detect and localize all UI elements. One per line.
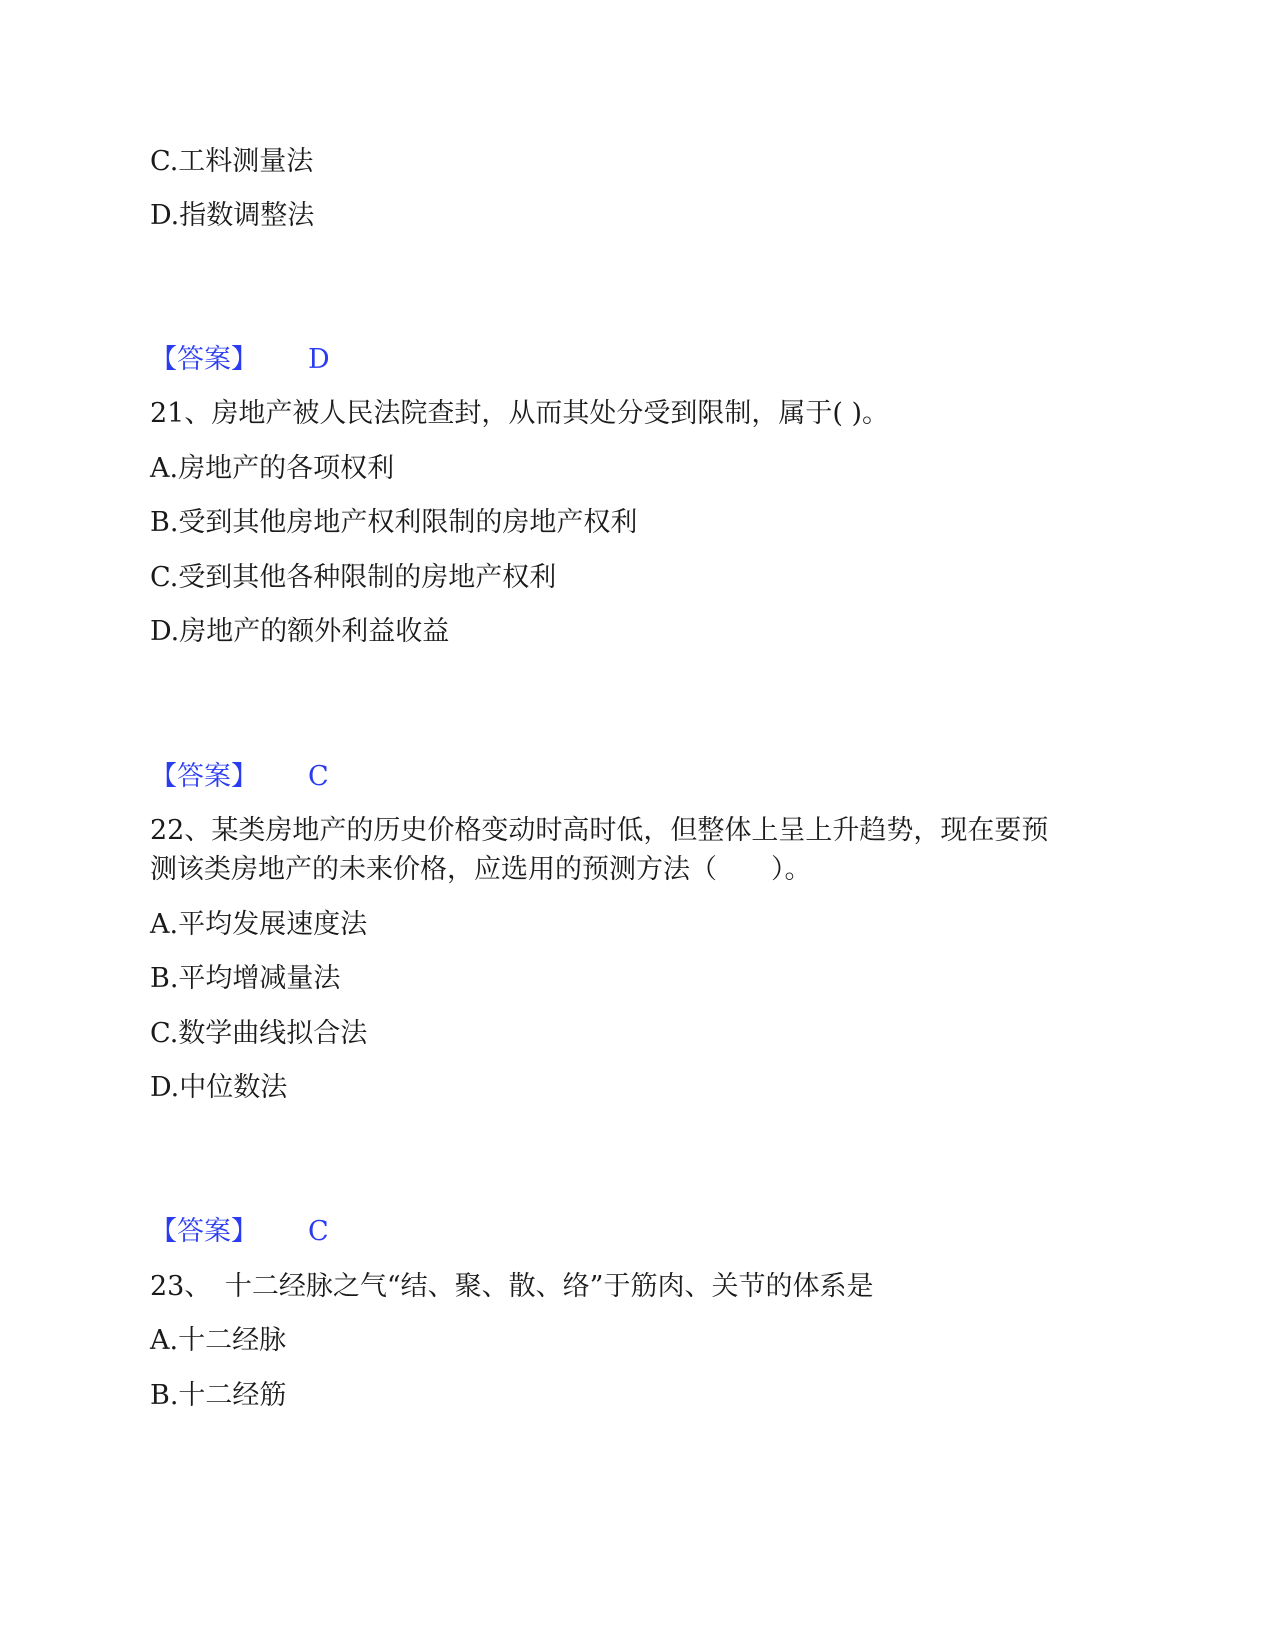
answer-label: 【答案】 (150, 761, 258, 792)
question-21-stem: 21、房地产被人民法院查封，从而其处分受到限制，属于( )。 (150, 398, 890, 429)
question-22-stem-line-2: 测该类房地产的未来价格，应选用的预测方法（ ）。 (150, 854, 812, 885)
question-21-option-b: B.受到其他房地产权利限制的房地产权利 (150, 507, 638, 538)
answer-label: 【答案】 (150, 1216, 258, 1247)
option-c: C.工料测量法 (150, 146, 314, 177)
question-22-option-d: D.中位数法 (150, 1072, 288, 1103)
question-21-answer-line (150, 760, 329, 794)
question-23-stem: 23、 十二经脉之气“结、聚、散、络”于筋肉、关节的体系是 (150, 1271, 874, 1302)
answer-value: D (308, 344, 330, 375)
answer-label: 【答案】 (150, 344, 258, 375)
question-23-option-a: A.十二经脉 (150, 1325, 287, 1356)
question-22-answer-line (150, 1215, 329, 1249)
answer-value: C (308, 1216, 329, 1247)
answer-value: C (308, 761, 329, 792)
option-d: D.指数调整法 (150, 200, 315, 231)
question-21-option-d: D.房地产的额外利益收益 (150, 616, 450, 647)
question-21-option-c: C.受到其他各种限制的房地产权利 (150, 562, 557, 593)
answer-line (150, 343, 330, 377)
question-23-option-b: B.十二经筋 (150, 1380, 287, 1411)
question-22-stem-line-1: 22、某类房地产的历史价格变动时高时低，但整体上呈上升趋势，现在要预 (150, 815, 1049, 846)
question-22-option-a: A.平均发展速度法 (150, 909, 368, 940)
question-21-option-a: A.房地产的各项权利 (150, 453, 395, 484)
question-22-option-b: B.平均增减量法 (150, 963, 341, 994)
question-22-option-c: C.数学曲线拟合法 (150, 1018, 368, 1049)
